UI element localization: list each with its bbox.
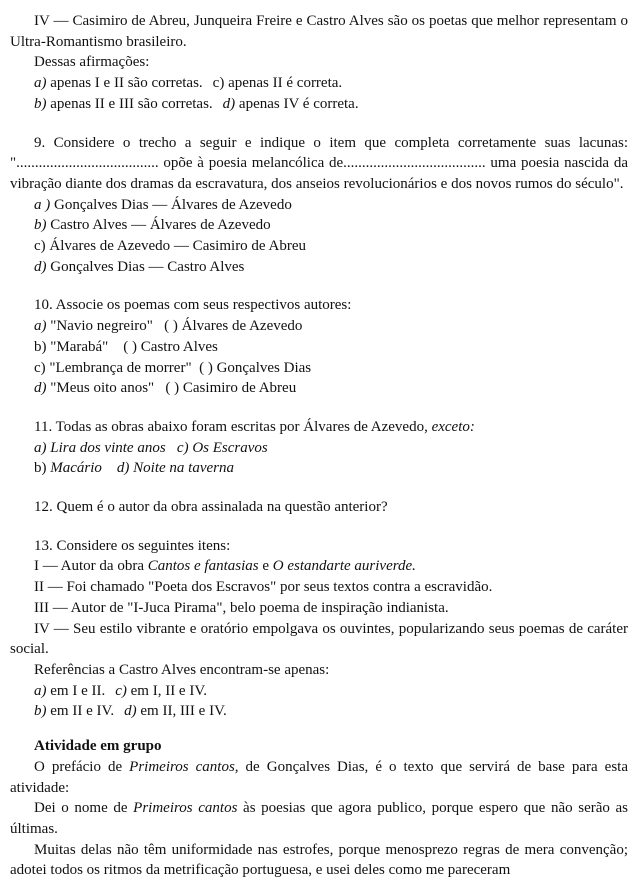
atividade-paragraph-2: Dei o nome de Primeiros cantos às poesias que agora publico, porque espero que não serão as últimas. xyxy=(10,800,629,837)
q8-options-bd: b) apenas II e III são corretas. d) apenas IV é correta. xyxy=(34,95,359,112)
q11-options-bd: b) Macário d) Noite na taverna xyxy=(34,460,234,477)
q10-option-d: d) "Meus oito anos" ( ) Casimiro de Abreu xyxy=(34,380,297,397)
q8-item-iv: IV — Casimiro de Abreu, Junqueira Freire e Castro Alves são os poetas que melhor representam o Ultra-Romantismo brasileiro. xyxy=(10,13,628,50)
q11-stem: 11. Todas as obras abaixo foram escritas por Álvares de Azevedo, exceto: xyxy=(34,418,475,435)
atividade-heading: Atividade em grupo xyxy=(34,738,162,755)
q11-options-ac: a) Lira dos vinte anos c) Os Escravos xyxy=(34,439,268,456)
q13-item-iii: III — Autor de "I-Juca Pirama", belo poema de inspiração indianista. xyxy=(34,599,449,616)
q13-item-iv: IV — Seu estilo vibrante e oratório empolgava os ouvintes, popularizando seus poemas de caráter social. xyxy=(10,620,628,658)
q13-item-ii: II — Foi chamado "Poeta dos Escravos" por seus textos contra a escravidão. xyxy=(34,579,493,596)
q13-stem: 13. Considere os seguintes itens: xyxy=(34,537,231,554)
q9-option-d: d) Gonçalves Dias — Castro Alves xyxy=(34,258,245,275)
q10-option-a: a) "Navio negreiro" ( ) Álvares de Azevedo xyxy=(34,318,303,335)
q13-options-bd: b) em II e IV. d) em II, III e IV. xyxy=(34,703,227,720)
q10-option-c: c) "Lembrança de morrer" ( ) Gonçalves Dias xyxy=(34,359,312,376)
q10-option-b: b) "Marabá" ( ) Castro Alves xyxy=(34,338,218,355)
q13-item-i: I — Autor da obra Cantos e fantasias e O estandarte auriverde. xyxy=(34,558,416,575)
q9-stem: 9. Considere o trecho a seguir e indique o item que completa corretamente suas lacunas: "...................................... opõe à poesia melancólica de...................................... uma poesia nascida da vibração diante dos dramas da escravatura, dos anseios revolucionários e dos novos rumos do século". xyxy=(10,134,628,192)
q9-option-b: b) Castro Alves — Álvares de Azevedo xyxy=(34,217,271,234)
q10-stem: 10. Associe os poemas com seus respectivos autores: xyxy=(34,297,352,314)
atividade-paragraph-3: Muitas delas não têm uniformidade nas estrofes, porque menosprezo regras de mera convenção; adotei todos os ritmos da metrificação portuguesa, e usei deles como me pareceram xyxy=(10,841,628,879)
q9-option-c: c) Álvares de Azevedo — Casimiro de Abreu xyxy=(34,238,306,255)
q8-options-ac: a) apenas I e II são corretas. c) apenas II é correta. xyxy=(34,75,343,92)
q13-options-ac: a) em I e II. c) em I, II e IV. xyxy=(34,682,207,699)
atividade-paragraph-1: O prefácio de Primeiros cantos, de Gonçalves Dias, é o texto que servirá de base para esta atividade: xyxy=(10,758,628,796)
q8-prompt: Dessas afirmações: xyxy=(34,54,150,71)
q9-option-a: a ) Gonçalves Dias — Álvares de Azevedo xyxy=(34,196,292,213)
q13-prompt: Referências a Castro Alves encontram-se apenas: xyxy=(34,661,330,678)
q12-stem: 12. Quem é o autor da obra assinalada na questão anterior? xyxy=(34,499,388,516)
